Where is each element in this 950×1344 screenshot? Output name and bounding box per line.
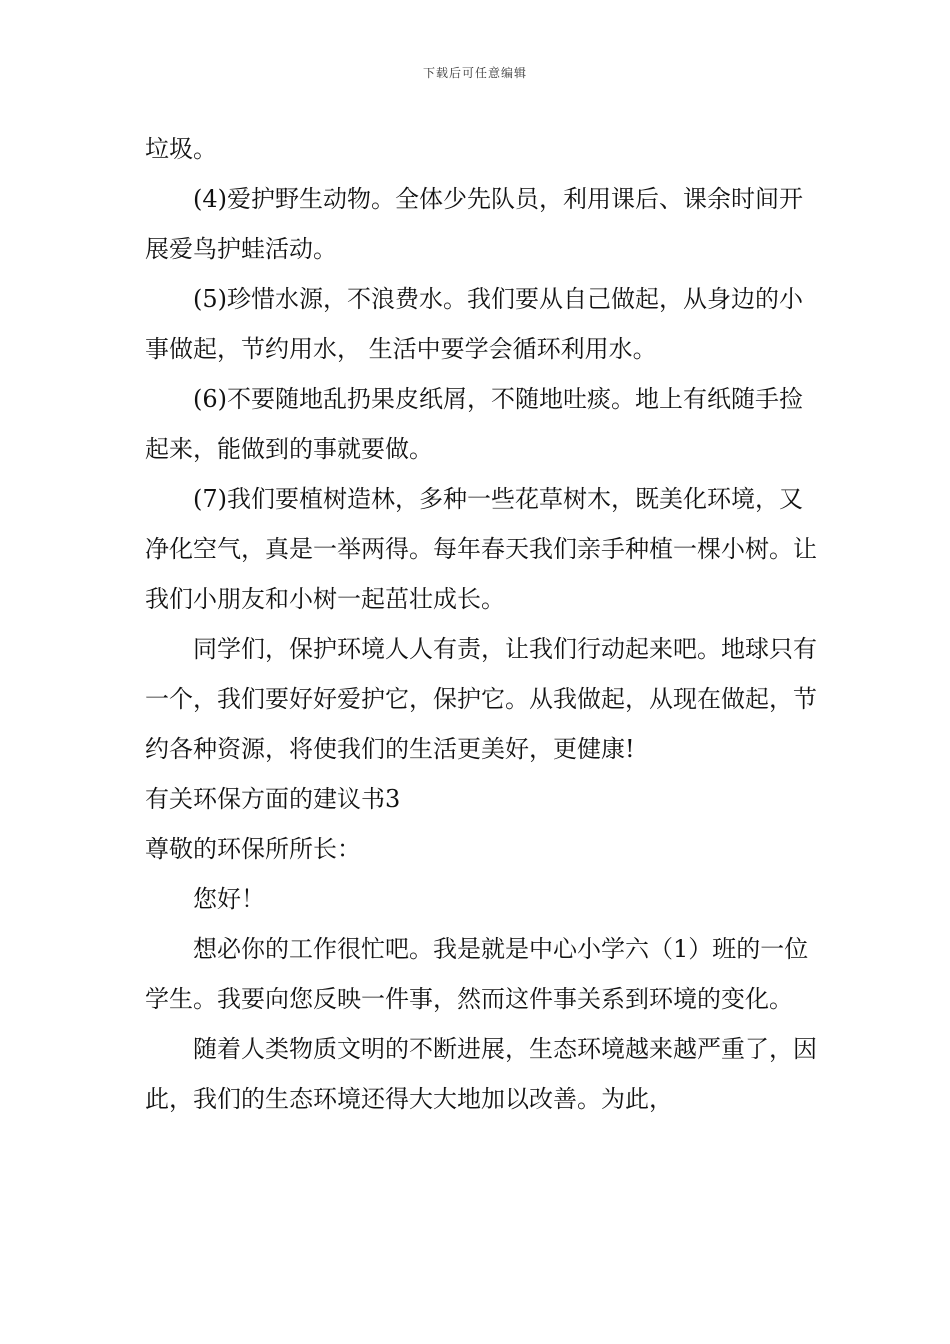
paragraph: 想必你的工作很忙吧。我是就是中心小学六（1）班的一位学生。我要向您反映一件事，然而这件事关系到环境的变化。 [145,935,809,1013]
greeting: 您好！ [193,885,265,913]
paragraph: 随着人类物质文明的不断进展，生态环境越来越严重了，因此，我们的生态环境还得大大地加以改善。为此， [145,1035,817,1113]
paragraph: (5)珍惜水源，不浪费水。我们要从自己做起，从身边的小事做起，节约用水， 生活中要学会循环利用水。 [145,285,803,363]
paragraph: (4)爱护野生动物。全体少先队员，利用课后、课余时间开展爱鸟护蛙活动。 [145,185,803,263]
page-header: 下载后可任意编辑 [422,66,527,80]
salutation: 尊敬的环保所所长： [145,835,361,863]
paragraph: (7)我们要植树造林，多种一些花草树木，既美化环境，又净化空气，真是一举两得。每年春天我们亲手种植一棵小树。让我们小朋友和小树一起茁壮成长。 [145,485,817,613]
paragraph: (6)不要随地乱扔果皮纸屑，不随地吐痰。地上有纸随手捡起来，能做到的事就要做。 [145,385,803,463]
paragraph: 垃圾。 [145,135,217,163]
section-title: 有关环保方面的建议书3 [145,785,401,813]
document-body [145,124,825,1124]
paragraph: 同学们，保护环境人人有责，让我们行动起来吧。地球只有一个，我们要好好爱护它，保护它。从我做起，从现在做起，节约各种资源，将使我们的生活更美好，更健康! [145,635,817,763]
